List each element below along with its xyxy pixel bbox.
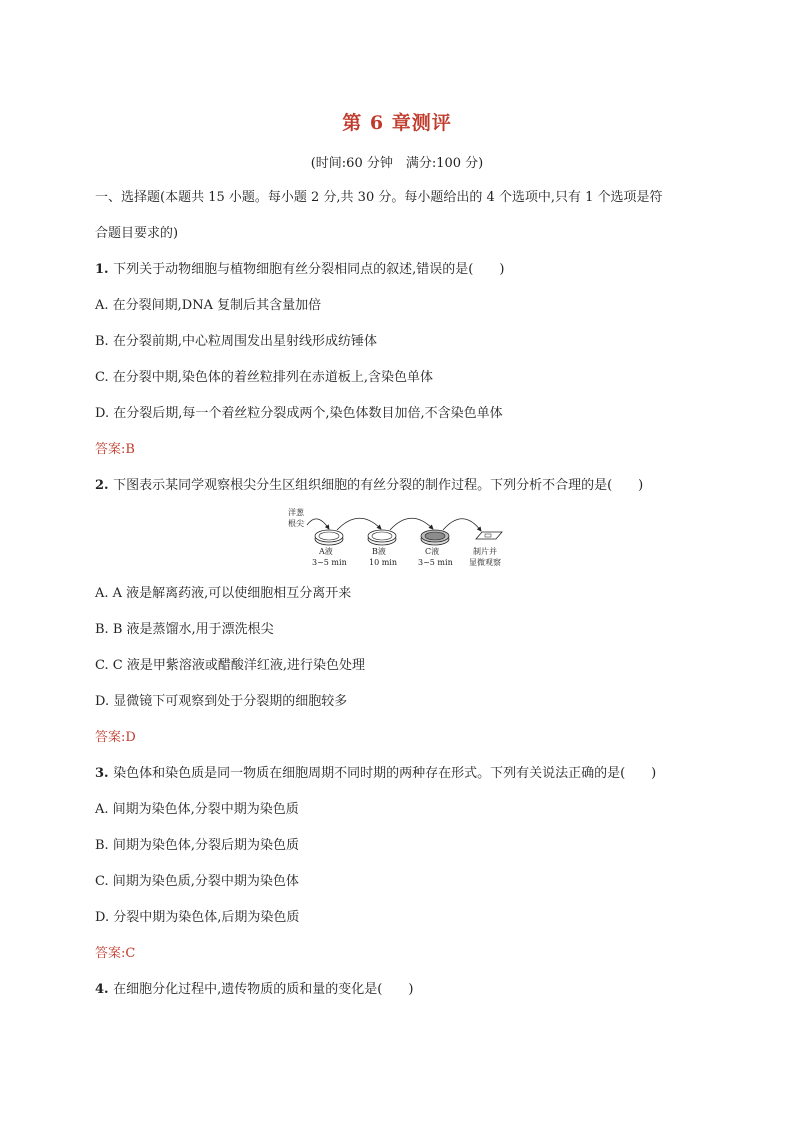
- dish-a: [315, 530, 343, 545]
- figure-root-label-2: 根尖: [288, 519, 304, 528]
- question-1-option-d: D. 在分裂后期,每一个着丝粒分裂成两个,染色体数目加倍,不含染色单体: [95, 406, 503, 421]
- question-text: 下图表示某同学观察根尖分生区组织细胞的有丝分裂的制作过程。下列分析不合理的是( ): [113, 478, 644, 493]
- page-subtitle: (时间:60 分钟 满分:100 分): [310, 156, 484, 171]
- question-number: 3.: [95, 766, 114, 781]
- question-1-stem: [95, 261, 504, 279]
- question-3-answer: 答案:C: [95, 946, 136, 961]
- dish-c: [421, 530, 449, 545]
- flow-arrow-2: [337, 518, 381, 530]
- dish-b-time: 10 min: [369, 558, 398, 567]
- experiment-figure: [285, 505, 515, 575]
- question-2-option-b: B. B 液是蒸馏水,用于漂洗根尖: [95, 622, 274, 637]
- dish-a-label: A液: [319, 547, 333, 556]
- question-3-option-a: A. 间期为染色体,分裂中期为染色质: [95, 802, 299, 817]
- dish-c-label: C液: [425, 547, 440, 556]
- question-1-option-b: B. 在分裂前期,中心粒周围发出星射线形成纺锤体: [95, 334, 377, 349]
- flow-arrow-1: [307, 519, 329, 529]
- question-2-option-a: A. A 液是解离药液,可以使细胞相互分离开来: [95, 586, 352, 601]
- question-text: 在细胞分化过程中,遗传物质的质和量的变化是( ): [113, 982, 414, 997]
- question-4-stem: [95, 981, 413, 999]
- question-3-option-d: D. 分裂中期为染色体,后期为染色质: [95, 910, 300, 925]
- flow-arrow-4: [443, 519, 481, 531]
- question-text: 染色体和染色质是同一物质在细胞周期不同时期的两种存在形式。下列有关说法正确的是( ): [113, 766, 657, 781]
- question-1-option-c: C. 在分裂中期,染色体的着丝粒排列在赤道板上,含染色单体: [95, 370, 434, 385]
- question-1-answer: 答案:B: [95, 442, 135, 457]
- slide-icon: [476, 532, 502, 539]
- dish-b-label: B液: [372, 547, 386, 556]
- question-1-option-a: A. 在分裂间期,DNA 复制后其含量加倍: [95, 298, 322, 313]
- figure-root-label-1: 洋葱: [288, 508, 304, 517]
- question-2-stem: [95, 477, 643, 495]
- flow-arrow-3: [390, 518, 433, 530]
- question-2-answer: 答案:D: [95, 730, 136, 745]
- section-heading: 一、选择题(本题共 15 小题。每小题 2 分,共 30 分。每小题给出的 4 个选项中,只有 1 个选项是符: [95, 190, 663, 205]
- section-heading-cont: 合题目要求的): [95, 226, 179, 241]
- question-2-option-d: D. 显微镜下可观察到处于分裂期的细胞较多: [95, 694, 348, 709]
- question-3-option-b: B. 间期为染色体,分裂后期为染色质: [95, 838, 299, 853]
- question-2-option-c: C. C 液是甲紫溶液或醋酸洋红液,进行染色处理: [95, 658, 365, 673]
- question-3-stem: [95, 765, 656, 783]
- dish-b: [368, 530, 396, 545]
- question-number: 1.: [95, 262, 114, 277]
- question-number: 2.: [95, 478, 114, 493]
- question-text: 下列关于动物细胞与植物细胞有丝分裂相同点的叙述,错误的是( ): [113, 262, 505, 277]
- question-3-option-c: C. 间期为染色质,分裂中期为染色体: [95, 874, 299, 889]
- dish-c-time: 3~5 min: [418, 558, 453, 567]
- figure-end-label-2: 显微观察: [469, 558, 501, 567]
- question-number: 4.: [95, 982, 114, 997]
- dish-a-time: 3~5 min: [312, 558, 347, 567]
- figure-end-label-1: 制片并: [473, 547, 497, 556]
- page-title: 第 6 章测评: [342, 112, 452, 134]
